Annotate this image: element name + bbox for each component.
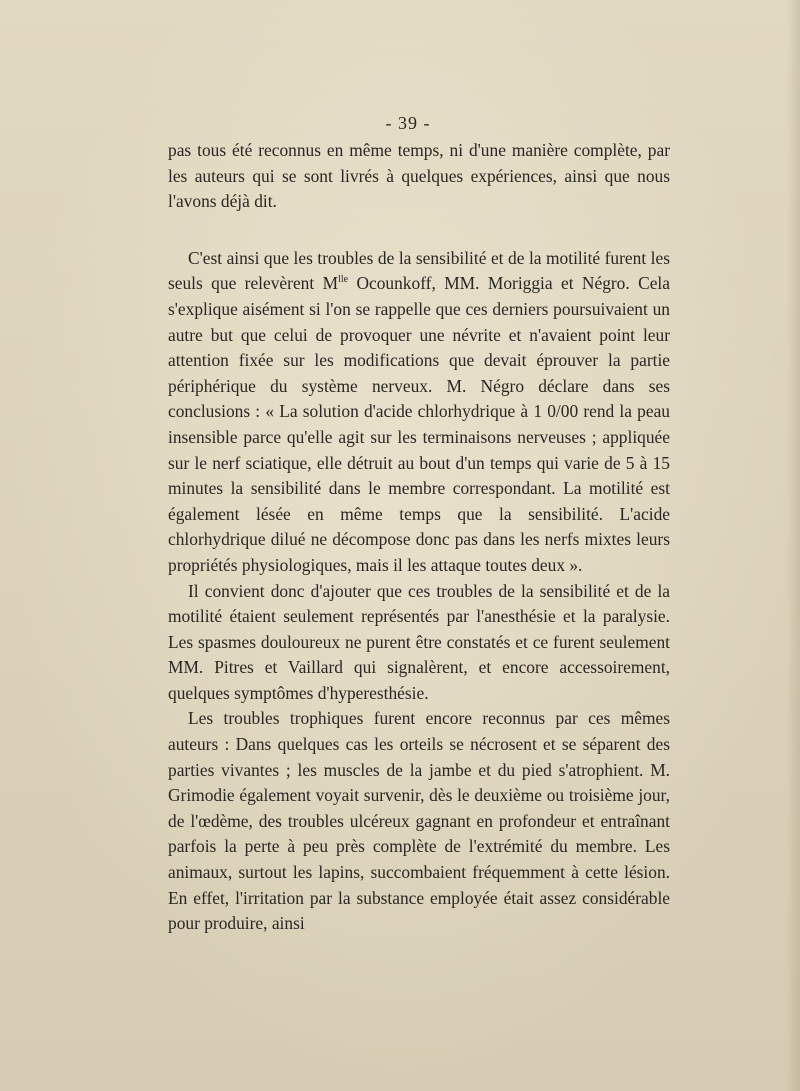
page-number: - 39 - xyxy=(385,113,431,133)
paragraph-anesthesie: Il convient donc d'ajouter que ces troubles de la sensibilité et de la motilité étaient seulement représentés par l'anesthésie et la paralysie. Les spasmes douloureux ne purent être constatés et ce furent seulement MM. Pitres et Vaillard qui signalèrent, et encore accessoirement, quelques symptômes d'hyperesthésie. xyxy=(168,580,670,703)
paragraph-text-before-superscript: C'est ainsi que les troubles de la sensibilité et de la motilité furent les seuls que relevèrent M xyxy=(168,247,670,294)
paragraph-continuation: pas tous été reconnus en même temps, ni d'une manière complète, par les auteurs qui se sont livrés à quelques expériences, ainsi que nous l'avons déjà dit. xyxy=(168,140,670,212)
paragraph-gap xyxy=(168,215,670,246)
body-text xyxy=(168,138,670,937)
superscript-mademoiselle: lle xyxy=(338,274,349,286)
paragraph-troubles-trophiques: Les troubles trophiques furent encore reconnus par ces mêmes auteurs : Dans quelques cas les orteils se nécrosent et se séparent des parties vivantes ; les muscles de la jambe et du pied s'atrophient. M. Grimodie également voyait survenir, dès le deuxième ou troisième jour, de l'œdème, des troubles ulcéreux gagnant en profondeur et entraînant parfois la perte à peu près complète de l'extrémité du membre. Les animaux, surtout les lapins, succombaient fréquemment à cette lésion. En effet, l'irritation par la substance employée était assez considérable pour produire, ainsi xyxy=(168,708,670,934)
paragraph-text-after-superscript: Ocounkoff, MM. Moriggia et Négro. Cela s'explique aisément si l'on se rappelle que ces derniers poursuivaient un autre but que celui de provoquer une névrite et n'avaient point leur attention fixée sur les modifications que devait éprouver la partie périphérique du système nerveux. M. Négro déclare dans ses conclusions : « La solution d'acide chlorhydrique à 1 0/00 rend la peau insensible parce qu'elle agit sur les terminaisons nerveuses ; appliquée sur le nerf sciatique, elle détruit au bout d'un temps qui varie de 5 à 15 minutes la sensibilité dans le membre correspondant. La motilité est également lésée en même temps que la sensibilité. L'acide chlorhydrique dilué ne décompose donc pas dans les nerfs mixtes leurs propriétés physiologiques, mais il les attaque toutes deux ». xyxy=(168,273,670,575)
page-edge-shadow xyxy=(786,0,800,1091)
paragraph-troubles-sensibilite xyxy=(168,246,670,579)
